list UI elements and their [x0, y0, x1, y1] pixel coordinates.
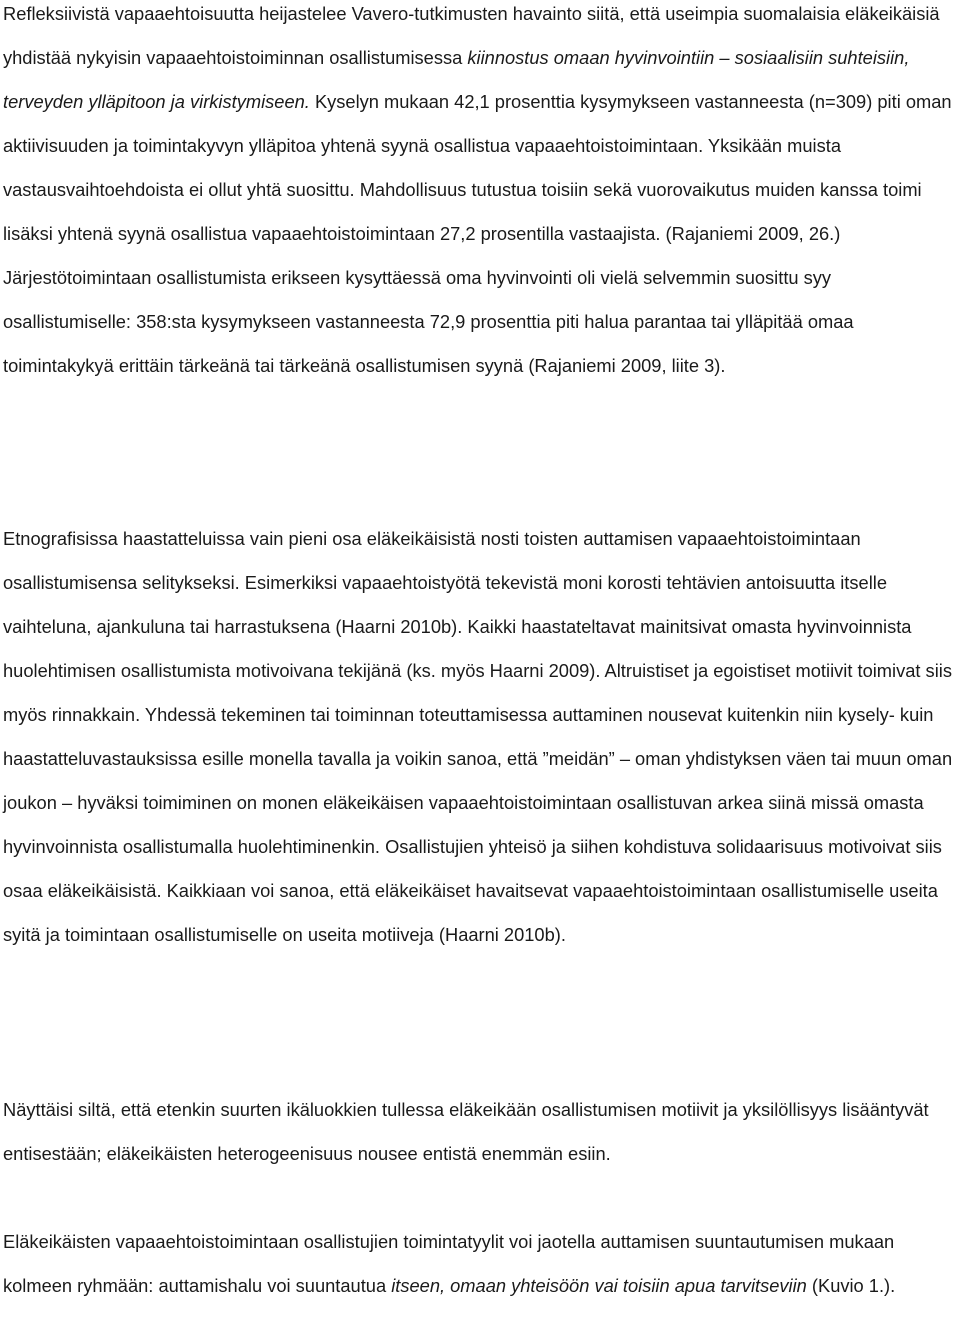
paragraph-action-styles: [3, 1220, 958, 1308]
text-segment: Etnografisissa haastatteluissa vain pieni osa eläkeikäisistä nosti toisten auttamisen vapaaehtoistoimintaan osallistumisensa selitykseksi. Esimerkiksi vapaaehtoistyötä tekevistä moni korosti tehtävien antoisuutta itselle vaihteluna, ajankuluna tai harrastuksena (Haarni 2010b). Kaikki haastateltavat mainitsivat omasta hyvinvoinnista huolehtimisen osallistumista motivoivana tekijänä (ks. myös Haarni 2009). Altruistiset ja egoistiset motiivit toimivat siis myös rinnakkain. Yhdessä tekeminen tai toiminnan toteuttamisessa auttaminen nousevat kuitenkin niin kysely- kuin haastatteluvastauksissa esille monella tavalla ja voikin sanoa, että ”meidän” – oman yhdistyksen väen tai muun oman joukon – hyväksi toimiminen on monen eläkeikäisen vapaaehtoistoimintaan osallistuvan arkea siinä missä omasta hyvinvoinnista osallistumalla huolehtiminenkin. Osallistujien yhteisö ja siihen kohdistuva solidaarisuus motivoivat siis osaa eläkeikäisistä. Kaikkiaan voi sanoa, että eläkeikäiset havaitsevat vapaaehtoistoimintaan osallistumiselle useita syitä ja toimintaan osallistumiselle on useita motiiveja (Haarni 2010b).: [3, 528, 953, 945]
paragraph-ethnographic-interviews: [3, 517, 958, 957]
italic-segment: kiinnostus omaan hyvinvointiin – sosiaalisiin suhteisiin, terveyden ylläpitoon ja virkistymiseen.: [3, 47, 910, 112]
italic-segment: itseen, omaan yhteisöön vai toisiin apua tarvitseviin: [391, 1275, 807, 1296]
text-segment: Kyselyn mukaan 42,1 prosenttia kysymykseen vastanneesta (n=309) piti oman aktiivisuuden ja toimintakyvyn ylläpitoa yhtenä syynä osallistua vapaaehtoistoimintaan. Yksikään muista vastausvaihtoehdoista ei ollut yhtä suosittu. Mahdollisuus tutustua toisiin sekä vuorovaikutus muiden kanssa toimi lisäksi yhtenä syynä osallistua vapaaehtoistoimintaan 27,2 prosentilla vastaajista. (Rajaniemi 2009, 26.) Järjestötoimintaan osallistumista erikseen kysyttäessä oma hyvinvointi oli vielä selvemmin suosittu syy osallistumiselle: 358:sta kysymykseen vastanneesta 72,9 prosenttia piti halua parantaa tai ylläpitää omaa toimintakykyä erittäin tärkeänä tai tärkeänä osallistumisen syynä (Rajaniemi 2009, liite 3).: [3, 91, 952, 376]
text-segment: Näyttäisi siltä, että etenkin suurten ikäluokkien tullessa eläkeikään osallistumisen motiivit ja yksilöllisyys lisääntyvät entisestään; eläkeikäisten heterogeenisuus nousee entistä enemmän esiin.: [3, 1099, 929, 1164]
text-segment: Refleksiivistä vapaaehtoisuutta heijastelee Vavero-tutkimusten havainto siitä, että useimpia suomalaisia eläkeikäisiä yhdistää nykyisin vapaaehtoistoiminnan osallistumisessa: [3, 3, 940, 68]
text-segment: Eläkeikäisten vapaaehtoistoimintaan osallistujien toimintatyylit voi jaotella auttamisen suuntautumisen mukaan kolmeen ryhmään: auttamishalu voi suuntautua: [3, 1231, 895, 1296]
paragraph-age-cohorts: [3, 1088, 958, 1176]
text-segment: (Kuvio 1.).: [806, 1275, 896, 1296]
paragraph-reflexive-volunteering: [3, 0, 958, 388]
